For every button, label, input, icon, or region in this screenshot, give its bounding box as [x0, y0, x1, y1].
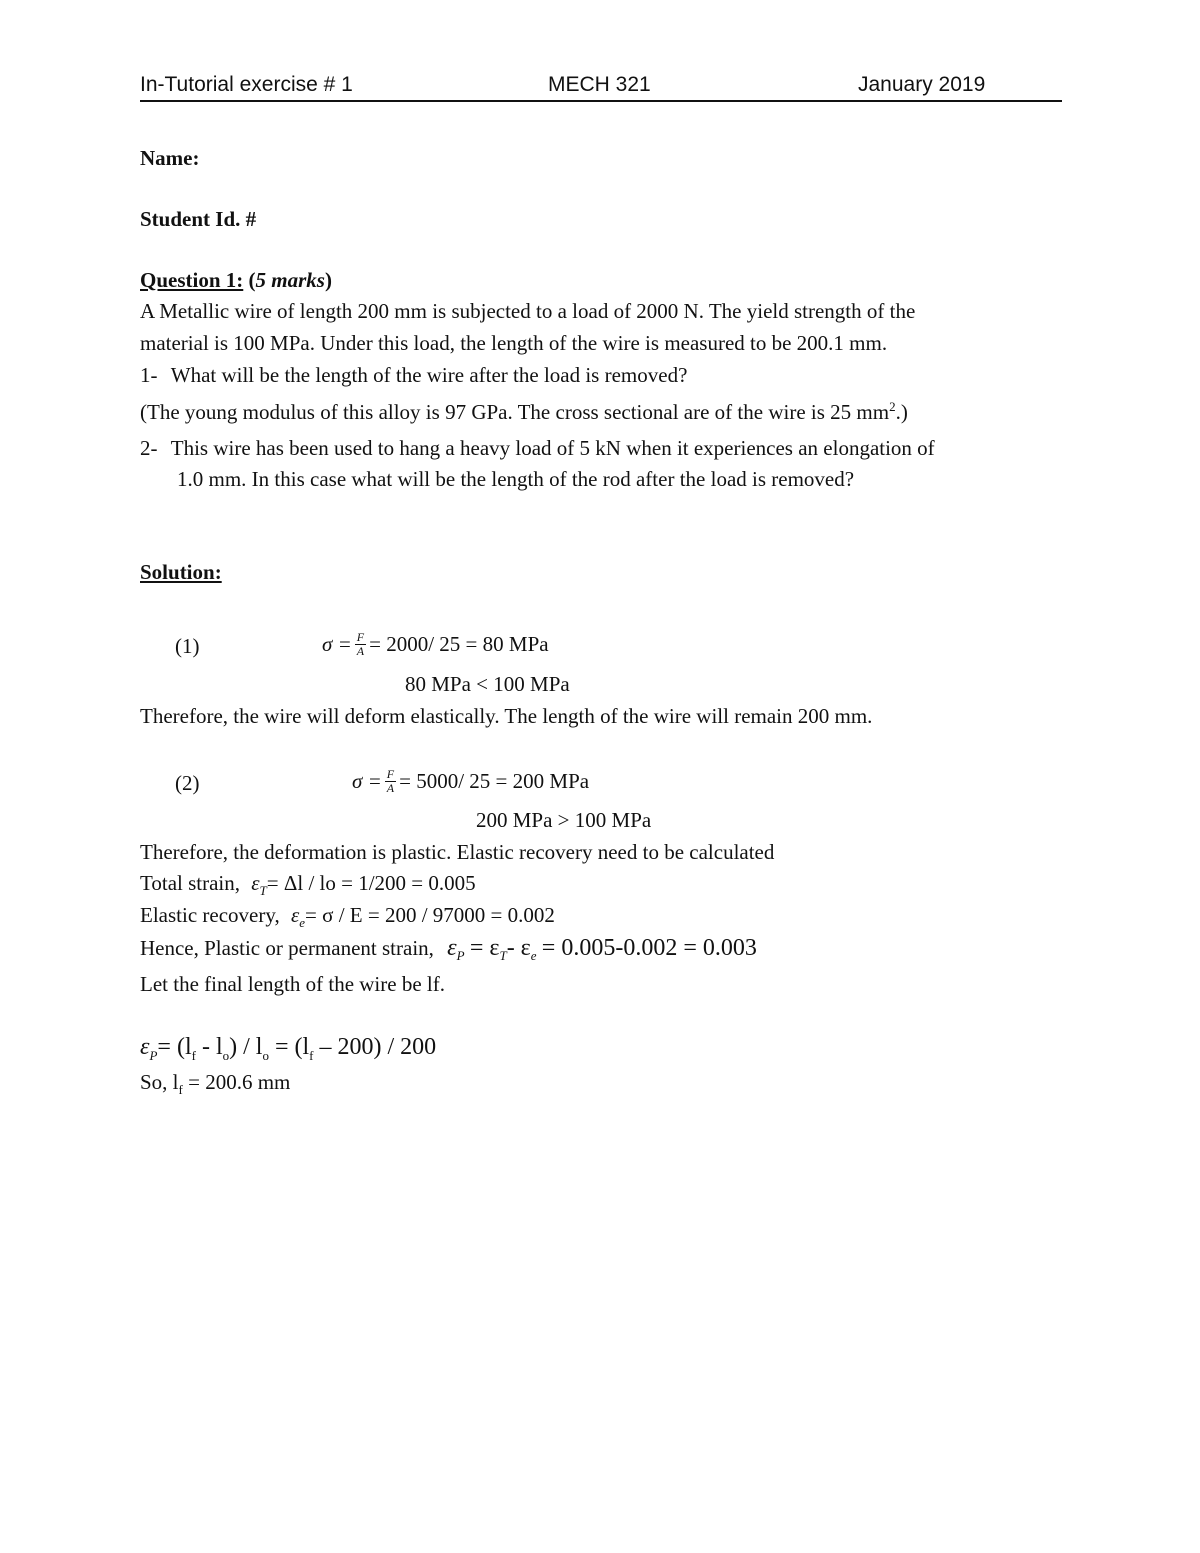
- question-title: Question 1:: [140, 268, 244, 292]
- question-note: [140, 395, 908, 424]
- eq-part-c: ) / l: [229, 1034, 263, 1060]
- plastic-strain-line: [140, 936, 757, 968]
- total-strain-label: Total strain,: [140, 871, 241, 895]
- part1-compare: 80 MPa < 100 MPa: [405, 672, 570, 696]
- note-text: (The young modulus of this alloy is 97 GPa. The cross sectional are of the wire is 25 mm: [140, 400, 890, 424]
- part2-line1: Therefore, the deformation is plastic. Elastic recovery need to be calculated: [140, 840, 775, 864]
- header-left: In-Tutorial exercise # 1: [140, 73, 353, 96]
- plastic-symbol: ε: [447, 935, 457, 961]
- total-strain-sub: T: [259, 883, 267, 899]
- question-heading: Question 1: (5 marks): [140, 268, 332, 292]
- final-length-def: Let the final length of the wire be lf.: [140, 972, 445, 996]
- header-right: January 2019: [858, 73, 986, 96]
- eq-sub-f1: f: [191, 1047, 196, 1063]
- name-label: Name:: [140, 146, 200, 170]
- note-sup: 2: [889, 399, 896, 414]
- part2-sigma: σ =: [352, 769, 382, 793]
- answer-prefix: So, l: [140, 1070, 179, 1094]
- elastic-calc: = σ / E = 200 / 97000 = 0.002: [305, 903, 555, 927]
- eq-sub-o2: o: [262, 1047, 269, 1063]
- elastic-sub: e: [299, 915, 306, 931]
- eq-part-e: – 200) / 200: [319, 1034, 437, 1060]
- part1-label: (1): [175, 634, 200, 658]
- part2-fraction: [385, 768, 396, 795]
- part1-equation: [322, 622, 549, 666]
- part1-frac-num: F: [356, 629, 365, 644]
- part2-equation: [352, 759, 589, 803]
- plastic-strain-label: Hence, Plastic or permanent strain,: [140, 936, 434, 960]
- answer-sub-f: f: [178, 1082, 183, 1098]
- part1-conclusion: Therefore, the wire will deform elastically. The length of the wire will remain 200 mm.: [140, 704, 873, 728]
- solution-title: Solution:: [140, 560, 222, 584]
- item1-text: What will be the length of the wire after the load is removed?: [170, 363, 688, 387]
- plastic-sub: P: [456, 948, 465, 964]
- question-para1: A Metallic wire of length 200 mm is subjected to a load of 2000 N. The yield strength of the: [140, 299, 916, 323]
- item2-number: 2-: [140, 436, 158, 460]
- plastic-eq-mid2: - ε: [506, 935, 531, 961]
- answer-value: = 200.6 mm: [188, 1070, 291, 1094]
- part2-frac-den: A: [386, 780, 395, 795]
- question-marks: 5 marks: [255, 268, 325, 292]
- elastic-symbol: ε: [290, 903, 300, 927]
- final-answer: [140, 1070, 290, 1102]
- part2-calc: = 5000/ 25 = 200 MPa: [399, 769, 590, 793]
- total-strain-line: [140, 871, 476, 903]
- header-rule: [140, 100, 1062, 102]
- eq-part-b: - l: [201, 1034, 223, 1060]
- student-id-label: Student Id. #: [140, 207, 257, 231]
- part2-compare: 200 MPa > 100 MPa: [476, 808, 652, 832]
- plastic-eq-mid: = ε: [469, 935, 500, 961]
- plastic-strain-equation: [140, 1035, 436, 1068]
- question-para2: material is 100 MPa. Under this load, the length of the wire is measured to be 200.1 mm.: [140, 331, 888, 355]
- item1-number: 1-: [140, 363, 158, 387]
- eq-part-d: = (l: [274, 1034, 310, 1060]
- part1-calc: = 2000/ 25 = 80 MPa: [369, 632, 549, 656]
- header-center: MECH 321: [548, 73, 651, 96]
- note-end: .): [895, 400, 908, 424]
- question-item1: [140, 363, 687, 387]
- eq-part-a: = (l: [157, 1034, 192, 1060]
- total-strain-symbol: ε: [251, 871, 260, 895]
- plastic-sub-e: e: [530, 948, 537, 964]
- part2-label: (2): [175, 771, 200, 795]
- eq-sub-f2: f: [309, 1047, 314, 1063]
- plastic-calc: = 0.005-0.002 = 0.003: [541, 935, 757, 961]
- elastic-recovery-label: Elastic recovery,: [140, 903, 280, 927]
- part1-fraction: [355, 631, 366, 658]
- total-strain-calc: = Δl / lo = 1/200 = 0.005: [266, 871, 476, 895]
- elastic-recovery-line: [140, 903, 555, 935]
- part1-frac-den: A: [356, 643, 365, 658]
- part2-frac-num: F: [386, 766, 395, 781]
- eq-eps: ε: [140, 1034, 150, 1060]
- eq-sub-p: P: [149, 1047, 158, 1063]
- plastic-sub-t: T: [499, 948, 507, 964]
- item2-line2: 1.0 mm. In this case what will be the length of the rod after the load is removed?: [177, 467, 855, 491]
- part1-sigma: σ =: [322, 632, 352, 656]
- item2-line1: This wire has been used to hang a heavy load of 5 kN when it experiences an elongation of: [170, 436, 935, 460]
- question-item2: [140, 436, 935, 460]
- eq-sub-o1: o: [222, 1047, 230, 1063]
